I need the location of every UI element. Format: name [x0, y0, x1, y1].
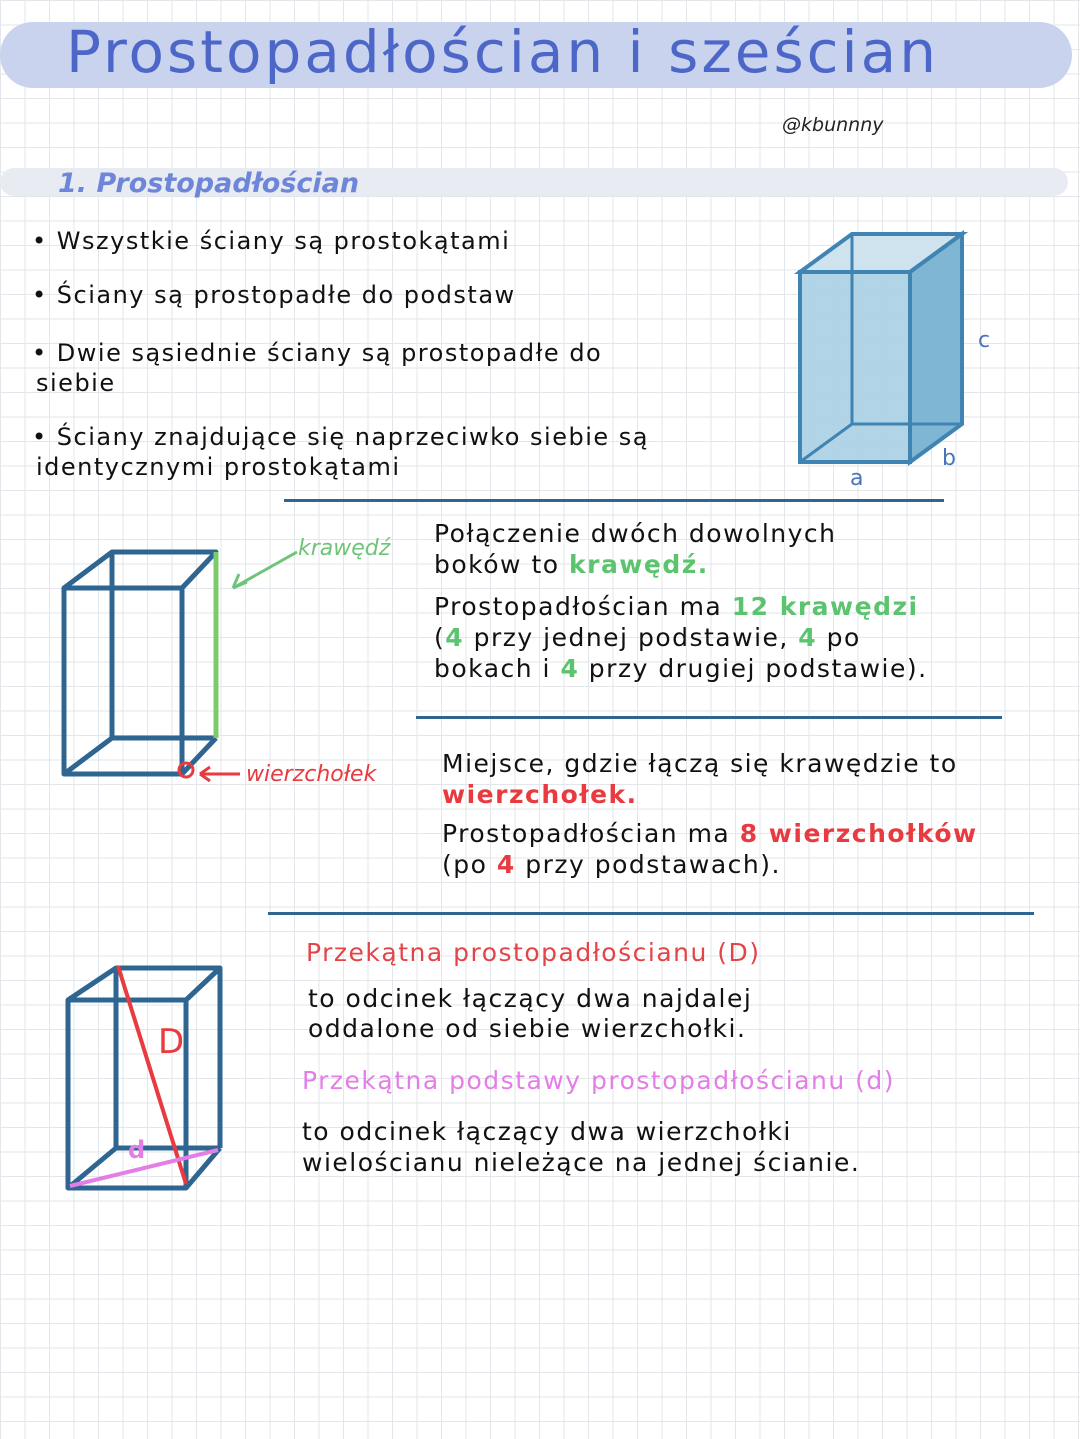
author-handle: @kbunnny	[782, 114, 884, 136]
diagonal-text-2: oddalone od siebie wierzchołki.	[308, 1014, 747, 1043]
vertex-text-4-b: przy podstawach).	[515, 850, 781, 879]
edge-text-4-c: po	[817, 623, 861, 652]
divider-2	[416, 716, 1002, 719]
edge-text-4	[434, 622, 861, 653]
vertex-text-3	[442, 818, 978, 849]
bullet-4: • Ściany znajdujące się naprzeciwko siebie są	[32, 423, 649, 451]
bullet-3: • Dwie sąsiednie ściany są prostopadłe do	[32, 339, 603, 367]
label-d: d	[128, 1136, 146, 1164]
edge-text-2	[434, 549, 709, 580]
edge-count: 12 krawędzi	[731, 592, 919, 621]
section-heading: 1. Prostopadłościan	[58, 168, 360, 199]
edge-text-3-pre: Prostopadłościan ma	[434, 592, 732, 621]
divider-3	[268, 912, 1034, 915]
bullet-3-cont: siebie	[36, 369, 116, 397]
label-D: D	[158, 1022, 185, 1062]
vertex-label: wierzchołek	[246, 762, 377, 787]
divider-1	[284, 499, 944, 502]
bullet-1: • Wszystkie ściany są prostokątami	[32, 227, 511, 255]
base-diagonal-heading: Przekątna podstawy prostopadłościanu (d)	[302, 1066, 896, 1095]
label-a: a	[850, 466, 864, 491]
vertex-text-3-pre: Prostopadłościan ma	[442, 819, 740, 848]
vertex-count: 8 wierzchołków	[739, 819, 978, 848]
base-diagonal-text-1: to odcinek łączący dwa wierzchołki	[302, 1117, 792, 1146]
page-title: Prostopadłościan i sześcian	[66, 18, 939, 86]
diagonal-text-1: to odcinek łączący dwa najdalej	[308, 984, 753, 1013]
vertex-num: 4	[496, 850, 516, 879]
vertex-text-4	[442, 849, 781, 880]
vertex-text-1: Miejsce, gdzie łączą się krawędzie to	[442, 749, 958, 778]
bullet-2: • Ściany są prostopadłe do podstaw	[32, 281, 516, 309]
base-diagonal-text-2: wielościanu nieleżące na jednej ścianie.	[302, 1148, 861, 1177]
vertex-text-4-a: (po	[442, 850, 497, 879]
edge-text-4-b: przy jednej podstawie,	[464, 623, 799, 652]
edge-term: krawędź.	[568, 550, 709, 579]
label-b: b	[942, 446, 956, 471]
label-c: c	[978, 328, 991, 353]
edge-text-5-a: bokach i	[434, 654, 561, 683]
vertex-arrow	[194, 764, 244, 784]
edge-num-1: 4	[445, 623, 465, 652]
diagonal-cuboid	[60, 962, 240, 1202]
cuboid-illustration	[790, 226, 990, 476]
edge-arrow	[225, 548, 305, 598]
diagonal-heading: Przekątna prostopadłościanu (D)	[306, 938, 761, 967]
edge-text-1: Połączenie dwóch dowolnych	[434, 519, 837, 548]
edge-num-3: 4	[560, 654, 580, 683]
edge-num-2: 4	[798, 623, 818, 652]
edge-text-5-b: przy drugiej podstawie).	[579, 654, 928, 683]
edge-text-2-pre: boków to	[434, 550, 569, 579]
edge-text-3	[434, 591, 919, 622]
vertex-term: wierzchołek.	[442, 780, 638, 809]
edge-text-4-a: (	[434, 623, 446, 652]
edge-text-5	[434, 653, 928, 684]
bullet-4-cont: identycznymi prostokątami	[36, 453, 401, 481]
edge-label: krawędź	[298, 536, 391, 561]
